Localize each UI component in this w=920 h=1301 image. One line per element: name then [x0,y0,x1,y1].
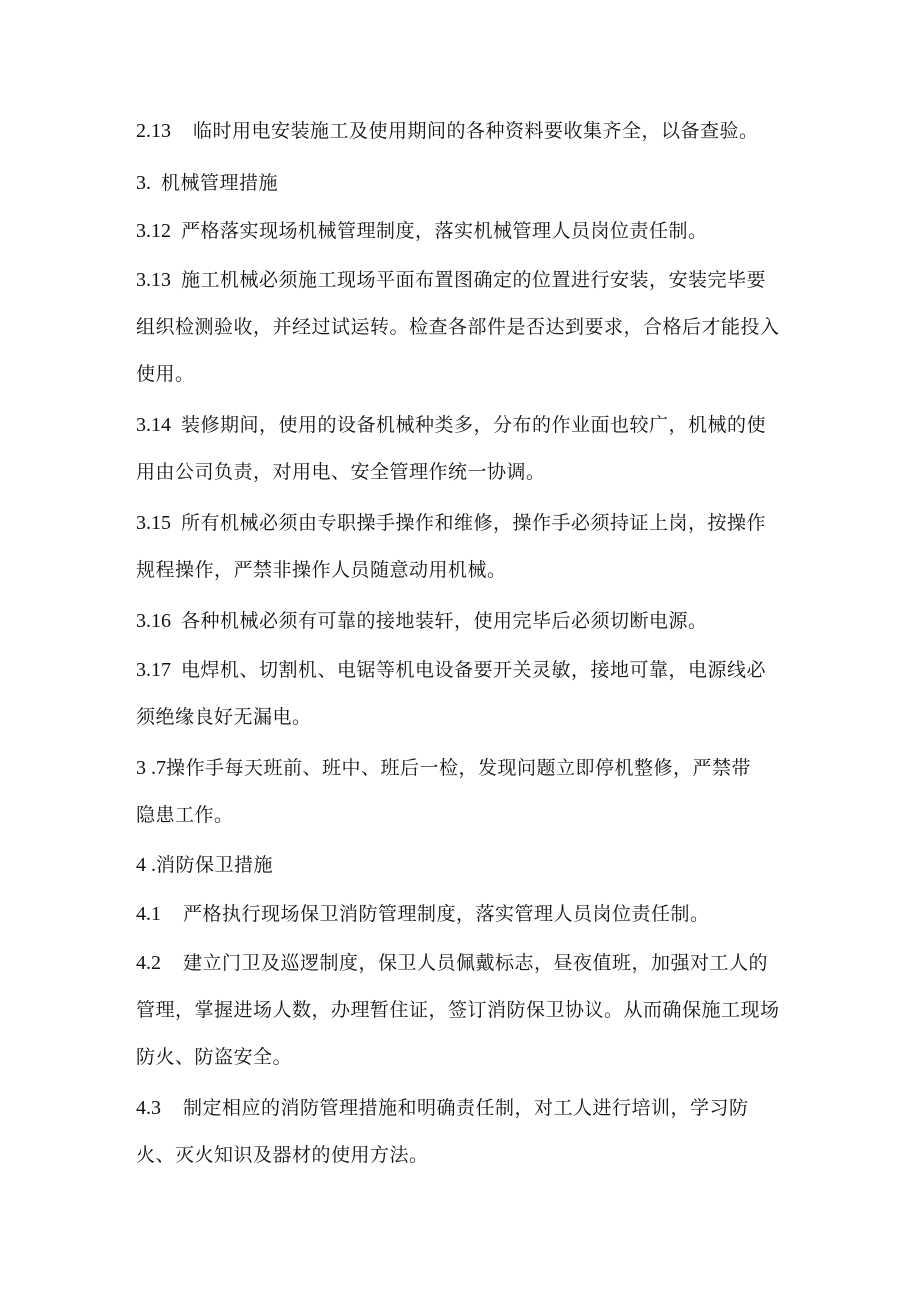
paragraph-text: 各种机械必须有可靠的接地装轩，使用完毕后必须切断电源。 [181,610,708,632]
paragraph-3-13 [136,257,792,398]
paragraph-line: 防火、防盗安全。 [136,1046,293,1068]
paragraph-3-17 [136,647,792,741]
paragraph-line [136,891,792,938]
paragraph-line [136,402,792,449]
section-heading: 消防保卫措施 [156,854,274,876]
paragraph-4-2 [136,940,792,1081]
section-number: 3.14 [136,414,171,436]
paragraph-text: 装修期间，使用的设备机械种类多，分布的作业面也较广，机械的使 [181,414,767,436]
paragraph-line [136,160,792,207]
paragraph-3-14 [136,402,792,496]
section-number: 4.1 [136,903,161,925]
section-number: 3.16 [136,610,171,632]
paragraph-line [136,598,792,645]
paragraph-line [136,208,792,255]
paragraph-line [136,745,792,792]
paragraph-line [136,108,792,155]
paragraph-text: 施工机械必须施工现场平面布置图确定的位置进行安装，安装完毕要 [181,269,767,291]
paragraph-line [136,940,792,987]
section-heading: 机械管理措施 [161,172,279,194]
paragraph-4-1 [136,891,792,938]
section-number: 4.2 [136,952,161,974]
paragraph-line: 火、灭火知识及器材的使用方法。 [136,1144,429,1166]
paragraph-line: 组织检测验收，并经过试运转。检查各部件是否达到要求，合格后才能投入 [136,316,780,338]
paragraph-line [136,257,792,304]
paragraph-3-12 [136,208,792,255]
paragraph-text: 严格落实现场机械管理制度，落实机械管理人员岗位责任制。 [181,220,708,242]
section-number: 3. [136,172,151,194]
paragraph-text: 电焊机、切割机、电锯等机电设备要开关灵敏，接地可靠，电源线必 [181,659,767,681]
paragraph-text: 制定相应的消防管理措施和明确责任制，对工人进行培训，学习防 [183,1097,749,1119]
section-number: 3.13 [136,269,171,291]
heading-3 [136,160,792,207]
section-number: 4.3 [136,1097,161,1119]
paragraph-line [136,842,792,889]
paragraph-4-3 [136,1085,792,1179]
paragraph-line: 用由公司负责，对用电、安全管理作统一协调。 [136,461,546,483]
paragraph-3-15 [136,500,792,594]
paragraph-text: 严格执行现场保卫消防管理制度，落实管理人员岗位责任制。 [183,903,710,925]
paragraph-line [136,500,792,547]
paragraph-text: 临时用电安装施工及使用期间的各种资料要收集齐全，以备查验。 [193,120,759,142]
section-number: 3 .7 [136,757,166,779]
heading-4 [136,842,792,889]
section-number: 3.17 [136,659,171,681]
paragraph-text: 建立门卫及巡逻制度，保卫人员佩戴标志，昼夜值班，加强对工人的 [183,952,769,974]
paragraph-text: 所有机械必须由专职操手操作和维修，操作手必须持证上岗，按操作 [181,512,767,534]
paragraph-line: 隐患工作。 [136,804,234,826]
paragraph-2-13 [136,108,792,155]
section-number: 4 . [136,854,156,876]
paragraph-3-16 [136,598,792,645]
section-number: 3.12 [136,220,171,242]
paragraph-line [136,647,792,694]
paragraph-line: 须绝缘良好无漏电。 [136,706,312,728]
paragraph-line: 使用。 [136,363,195,385]
paragraph-line [136,1085,792,1132]
paragraph-line: 管理，掌握进场人数，办理暂住证，签订消防保卫协议。从而确保施工现场 [136,999,780,1021]
paragraph-text: 操作手每天班前、班中、班后一检，发现问题立即停机整修，严禁带 [166,757,752,779]
section-number: 2.13 [136,120,171,142]
paragraph-line: 规程操作，严禁非操作人员随意动用机械。 [136,559,507,581]
paragraph-3-7 [136,745,792,839]
section-number: 3.15 [136,512,171,534]
